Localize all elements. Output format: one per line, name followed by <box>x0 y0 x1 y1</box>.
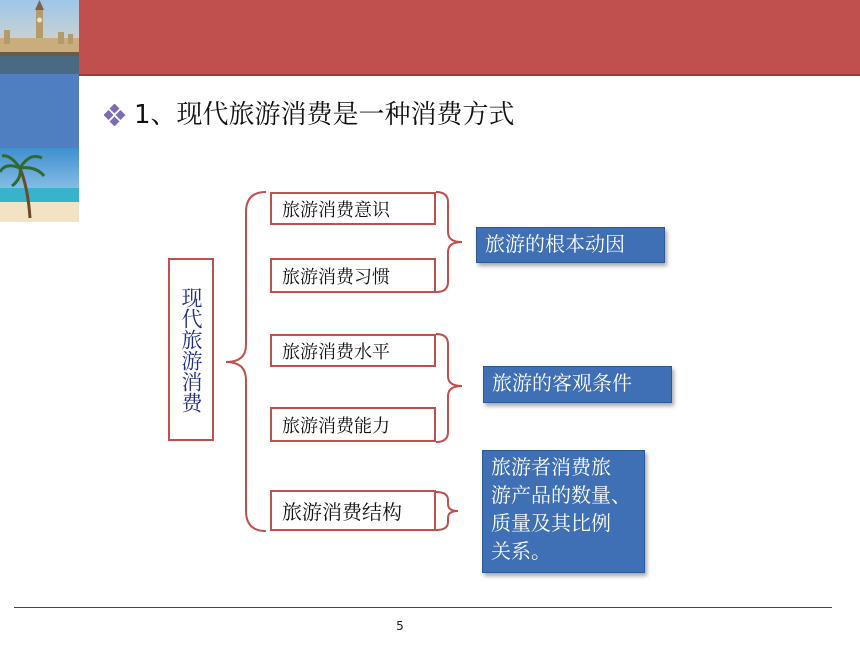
item-consumption-structure: 旅游消费结构 <box>270 490 436 531</box>
footer-divider <box>14 607 832 608</box>
item-consumption-capacity: 旅游消费能力 <box>270 407 436 442</box>
page-number: 5 <box>396 619 404 633</box>
main-brace <box>226 192 266 531</box>
brace-group-1 <box>436 192 462 292</box>
brace-group-2 <box>436 334 462 442</box>
item-consumption-habits: 旅游消费习惯 <box>270 258 436 293</box>
conclusion-objective-conditions: 旅游的客观条件 <box>483 366 672 403</box>
slide-title: 1、现代旅游消费是一种消费方式 <box>134 100 515 130</box>
root-node: 现代旅游消费 <box>168 258 214 441</box>
conclusion-fundamental-motive: 旅游的根本动因 <box>476 227 665 263</box>
brace-group-3 <box>436 492 458 530</box>
conclusion-structure-description: 旅游者消费旅 游产品的数量、 质量及其比例 关系。 <box>482 450 645 573</box>
item-consumption-level: 旅游消费水平 <box>270 334 436 367</box>
item-consumption-awareness: 旅游消费意识 <box>270 192 436 225</box>
